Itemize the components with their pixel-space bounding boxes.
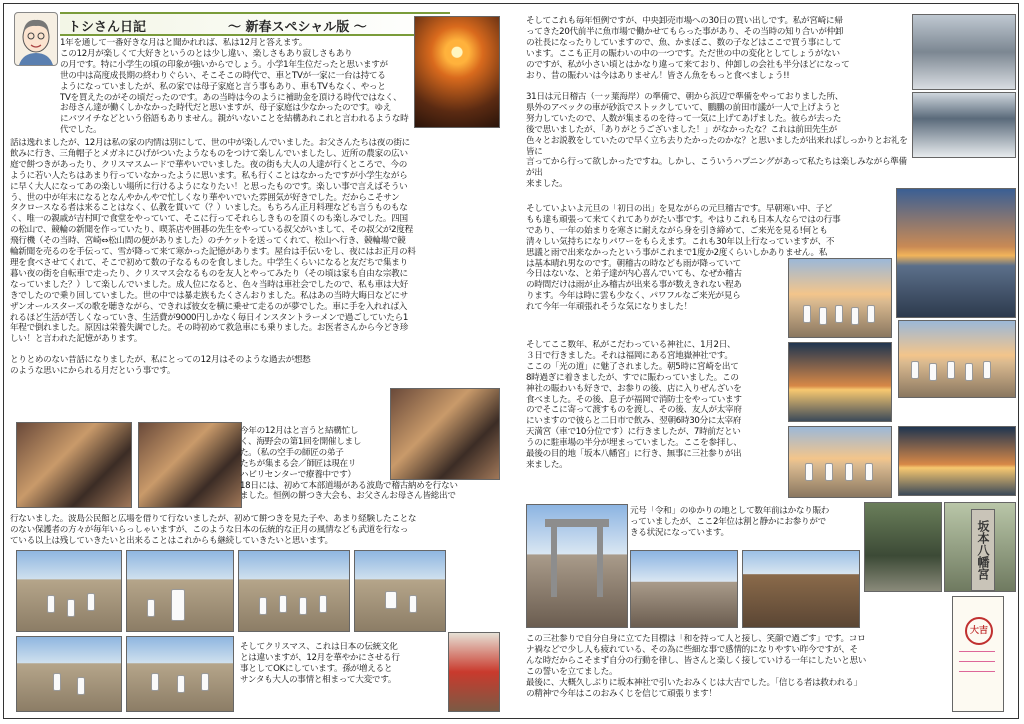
- fish-market-photo-2: [912, 92, 1016, 158]
- dojo-photo-4: [354, 550, 446, 632]
- beach-dawn-photo-2: [898, 426, 1016, 496]
- shrine-hall-photo: [742, 550, 860, 628]
- mochi-paragraph: 行ないました。波島公民館と広場を借りて行ないましたが、初めて餅つきを見た子や、あまり経験したことな のない保護者の方々が毎年いらっしゃいますが、このような日本の伝統的な正月の風情なども武道を行なっ ている以上は残していきたいと出来ることはこれからも継続していきたいと思います。: [10, 514, 417, 546]
- gathering-photo-2: [138, 422, 242, 508]
- dojo-photo-6: [126, 636, 234, 712]
- dojo-photo-2: [126, 550, 234, 632]
- gathering-photo-1: [16, 422, 132, 508]
- dojo-photo-5: [16, 636, 122, 712]
- fish-market-photo-1: [912, 14, 1016, 90]
- shrine-crowd-photo: [630, 550, 738, 628]
- beach-practice-photo-1: [788, 258, 892, 338]
- resolution-paragraph: この三社参りで自分自身に立てた目標は「和を持って人と接し、笑顔で過ごす」です。コロ ナ禍などで少し人も疲れている、その為に些細な事で感情的になりやすい昨今ですが、そ んな時だからこそまず自分の行動を律し、皆さんと楽しく接していける一年にしたいと思い この誓いを立てました。 最後に、大概久しぶりに坂本神社で引いたおみくじは大吉でした。「信じる者は救われる」 の精神で今年はこのおみくじを信じて頑張ります！: [526, 634, 867, 699]
- new-year-practice-paragraph: そしていよいよ元旦の「初日の出」を見ながらの元旦稽古です。早朝寒い中、子ど もも達も頑張って来てくれてありがたい事です。やはりこれも日本人ならではの行事 であり、一年の始まりを寒さに耐えながら身を引き締めて、ご来光を見る!何とも 清々しい気持ちになりパワーをもらえます。これも30年以上行なっていますが、不 思議と雨で出来なかったという事がこれまで1度か2度くらいしかありません。私 は基本晴れ男なのです。朝稽古の時なども雨が降っていて 今日はないな、と弟子達が内心喜んでいても、なぜか稽古 の時間だけは雨が止み稽古が出来る事が数えきれない程あ ります。今年は時に雲も少なく、パワフルなご来光が見ら れて今年一年頑張れそうな気になりました！: [526, 204, 841, 313]
- christmas-paragraph: そしてクリスマス、これは日本の伝統文化 とは違いますが、12月を華やかにさせる行 事としてOKにしています。孫が増えると サンタも大人の事情と相まって大変です。: [240, 642, 400, 685]
- title-bar: [60, 12, 450, 36]
- visitors-photo: [864, 502, 942, 592]
- santa-photo: [448, 632, 500, 712]
- shrine-visit-paragraph: そしてここ数年、私がこだわっている神社に、1月2日、 ３日で行きました。それは福岡にある宮地嶽神社です。 ここの「光の道」に魅了されました。朝5時に宮崎を出て 8時過ぎに着きましたが、すでに賑わっていました。この 神社の賑わいも好きで、お参りの後、店に入りぜんざいを 食べました。その後、息子が福岡で消防士をやっています のでそこに寄って渡すものを渡し、その後、友人が太宰府 にいますので彼らと二日市で飲み、翌朝6時30分に太宰府 天満宮（車で10分位です）に行きましたが、7時前だとい うのに駐車場の半分が埋まっていました。ここを参拝し、 最後の目的地「坂本八幡宮」に行き、無事に三社参りが出 来ました。: [526, 340, 742, 470]
- sunrise-photo: [414, 16, 500, 128]
- dojo-photo-3: [238, 550, 350, 632]
- stone-marker: 坂本八幡宮: [971, 509, 995, 591]
- beach-practice-photo-2: [898, 320, 1016, 398]
- dojo-photo-1: [16, 550, 122, 632]
- avatar-icon: [14, 12, 58, 66]
- shrine-gate-photo: [526, 504, 628, 628]
- page-subtitle: ～ 新春スペシャル版 ～: [228, 20, 367, 35]
- left-page: [8, 8, 502, 714]
- preparation-paragraph: 31日は元日稽古（一ッ葉海岸）の準備で、朝から浜辺で準備をやっておりました所、 県外のアベックの車が砂浜でストックしていて、鵬鵬の前田市議が一人で上げようと 努力していたので、人数が集まるのを待って一気に上げてあげました。彼らが去った 後で思いましたが、「ありがとうございました！」がなかったな？これは前田先生が 色々とお説教をしていたので早く立ち去りたかったのかな？と思いましたが出来ればしっかりとお礼を皆に 言ってから行って欲しかったですね。しかし、こういうハプニングがあって私たちは楽しみながら準備が出 来ました。: [526, 92, 908, 190]
- beach-practice-photo-3: [788, 426, 892, 498]
- beach-dawn-photo-1: [788, 342, 892, 422]
- december-events-paragraph: 今年の12月はと言うと結構忙し く、海野会の第1回を開催しまし た。（私の空手の師匠の弟子 たちが集まる会／師匠は現在リ ハビリセンターで療養中です） 18日には、初めて本部道場がある波島で稽古納めを行ない ました。恒例の餅つき大会も、お父さんお母さん皆総出で: [240, 426, 458, 502]
- beach-sunrise-photo: [896, 188, 1016, 318]
- memory-paragraph: 話は逸れましたが、12月は私の家の内情は別にして、世の中が楽しんでいました。お父さんたちは夜の街に 飲みに行き、三角帽子とメガネにひげがついたようなものをつけて楽しんでいましたし、近所の農家の広い 庭で餅つきがあったり、クリスマスムードで華やいでいました。夜の街も大人の人達が行くところで、今の ように若い人たちはあまり行っていなかったように思います。私も行くことはなかったですが小学生ながら に早く大人になってあの楽しい場所に行けるようになりたい！と思ったものです。楽しい事で言えばそうい う、世の中が年末になるとなんやかんやで忙しくなり華やいでいた雰囲気が好きでした。だからこそサン タクロースなる者は来ることはなく、仏教を貫いて（？）いました。もちろん正月料理なども言うものもな く、唯一の親戚が吉村町で食堂をやっていて、そこに行ってそれらしきものを頂くのも楽しみでした。四国 の松山で、競輪の新聞を作っていたり、喫茶店や囲碁の先生をやっている叔父がいまして、その叔父が2度程 飛行機（その当時、宮崎⇔松山間の便がありました）のチケットを送ってくれて、松山へ行き、競輪場で競 輪新聞を売るのを手伝って、雪が降って来て寒かった記憶があります。屋台は手伝いをし、夜にはお正月の料 理を食べさせてくれて、そこで初めて数の子なるものを食しました。中学生くらいになると友だちで集まり 暮い夜の街を自転車で走ったり、クリスマス会なるものを友人とやってみたり（その頃は家も自由な宗教に なっていました？）して楽しんでいました。成人位になると、色々当時は車社会でしたので、私も車は大好 きでしたので乗り回していました。世の中では暴走族もたくさんおりました。私はあの当時大晦日などにサ ザンオールスターズの歌を聴きながら、できれば彼女を横に乗せて走るのが夢でした。車に手を入れれば入 れるほど生活が苦しくなっていき、生活費が9000円しかなく毎日インスタントラーメンで過ごしていたら1 年程で倒れました。原因は栄養失調でした。その時初めて救急車にも乗りました。お医者さんから今どき珍 しい！と言われた記憶があります。: [10, 138, 416, 345]
- omikuji-result: 大吉: [965, 617, 993, 645]
- intro-paragraph: 1年を通して一番好きな月はと聞かれれば、私は12月と答えます。 この12月が楽しくて大好きというのとは少し違い、楽しさもあり寂しさもあり の月です。特に小学生の頃の印象が強いからでしょう。小学1年生位だったと思いますが 世の中は高度成長期の終わりぐらい、そこそこの時代で、車とTVが一家に一台は持てる ようになっていましたが、私の家では母子家庭と言う事もあり、車もTVもなく、やっと TVを買えたのがその頃だったのです。あの当時は今のように補助金を頂ける時代ではなく、 お母さん達が働くしかなかった時代だと思いますが、母子家庭は少なかったのです。ゆえ にバツイチなどという俗語もありません。親がいないことを結構あれこれと言われるような時代でした。: [60, 38, 409, 136]
- shrine-stone-photo: [944, 502, 1016, 592]
- page-title: トシさん日記: [68, 20, 147, 35]
- reiwa-paragraph: 元号「令和」のゆかりの地として数年前はかなり賑わ っていましたが、ここ2年位は割と静かにお参りがで きる状況になっています。: [630, 506, 830, 538]
- omikuji-photo: [952, 596, 1004, 712]
- right-page: [524, 8, 1018, 714]
- summary-paragraph: とりとめのない昔話になりましたが、私にとっての12月はそのような過去が想愁 のような思いにかられる月だという事です。: [10, 355, 311, 376]
- market-paragraph: そしてこれも毎年恒例ですが、中央卸売市場への30日の買い出しです。私が宮崎に帰 ってきた20代前半に魚市場で働かせてもらった事があり、その当時の知り合いが仲卸 の社長になったりしていますので、魚、かまぼこ、数の子などはここで買う事にして います。ここも正月の賑わいの中の一つです。ただ世の中の変化としてしょうがない のですが、私が小さい頃とはかなり違って来ており、仲卸しの会社も半分ほどになって おり、昔の賑わいは今はありません！皆さん魚をもっと食べましょう!!: [526, 16, 850, 81]
